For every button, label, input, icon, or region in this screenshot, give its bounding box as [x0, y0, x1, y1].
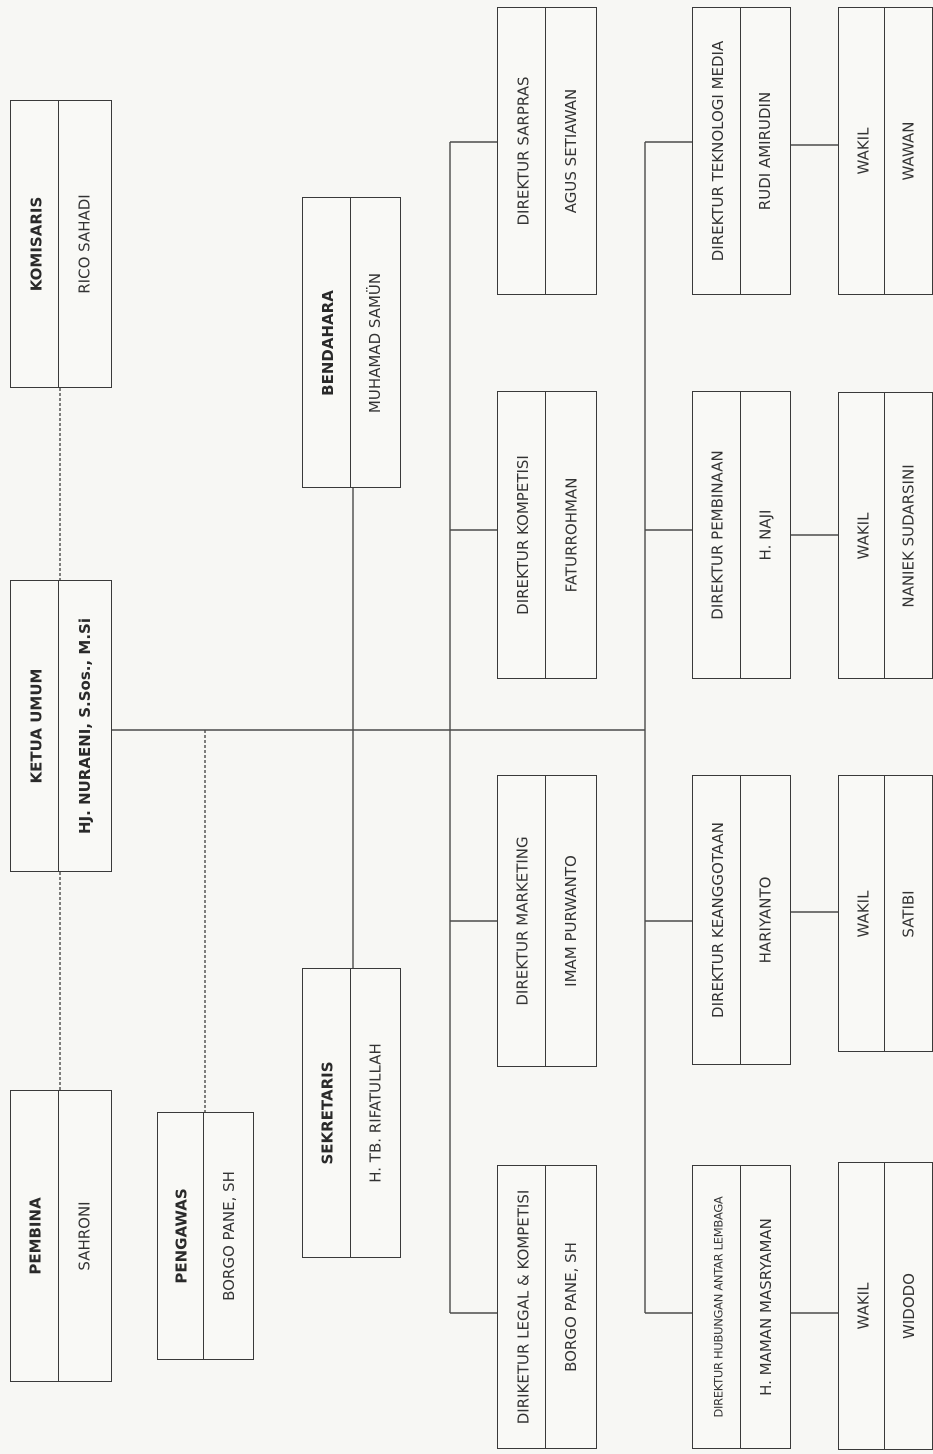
dir-sarpras-box	[497, 7, 597, 295]
dir-pembinaan-box	[692, 391, 791, 679]
wakil-wawan-role: WAKIL	[853, 127, 872, 175]
sekretaris-name: H. TB. RIFATULLAH	[366, 1043, 385, 1183]
pengawas-box	[157, 1112, 254, 1360]
dir-keanggotaan-box	[692, 775, 791, 1065]
pembina-box	[10, 1090, 112, 1382]
dir-sarpras-role: DIREKTUR SARPRAS	[514, 76, 533, 226]
wakil-wawan-name: WAWAN	[899, 121, 918, 181]
wakil-satibi-box	[838, 775, 933, 1052]
dir-tekmedia-name: RUDI AMIRUDIN	[756, 91, 775, 211]
bendahara-box	[302, 197, 401, 488]
wakil-wawan-box	[838, 7, 933, 295]
dir-legal-role: DIRIKETUR LEGAL & KOMPETISI	[514, 1189, 533, 1425]
ketua-umum-role: KETUA UMUM	[27, 668, 45, 784]
wakil-satibi-name: SATIBI	[899, 889, 918, 938]
dir-kompetisi-box	[497, 391, 597, 679]
ketua-umum-name: HJ. NURAENI, S.Sos., M.Si	[76, 618, 95, 834]
dir-marketing-name: IMAM PURWANTO	[562, 855, 581, 987]
dir-marketing-box	[497, 775, 597, 1067]
wakil-naniek-name: NANIEK SUDARSINI	[899, 463, 918, 608]
komisaris-name: RICO SAHADI	[76, 194, 95, 294]
dir-hubungan-role: DIREKTUR HUBUNGAN ANTAR LEMBAGA	[711, 1196, 725, 1418]
pembina-name: SAHRONI	[76, 1201, 94, 1271]
dir-hubungan-name: H. MAMAN MASRYAMAN	[756, 1218, 775, 1396]
dir-legal-name: BORGO PANE, SH	[562, 1242, 580, 1372]
dir-pembinaan-name: H. NAJI	[756, 509, 775, 561]
dir-tekmedia-role: DIREKTUR TEKNOLOGI MEDIA	[709, 40, 728, 262]
dir-sarpras-name: AGUS SETIAWAN	[562, 88, 581, 214]
bendahara-role: BENDAHARA	[319, 289, 337, 396]
dir-tekmedia-box	[692, 7, 791, 295]
dir-keanggotaan-role: DIREKTUR KEANGGOTAAN	[709, 822, 728, 1018]
dir-pembinaan-role: DIREKTUR PEMBINAAN	[709, 450, 728, 620]
wakil-widodo-name: WIDODO	[899, 1273, 918, 1339]
dir-legal-box	[497, 1165, 597, 1449]
wakil-naniek-role: WAKIL	[853, 512, 872, 559]
dir-hubungan-box	[692, 1165, 791, 1449]
sekretaris-box	[302, 968, 401, 1258]
komisaris-box	[10, 100, 112, 388]
ketua-umum-box	[10, 580, 112, 872]
dir-marketing-role: DIREKTUR MARKETING	[514, 836, 532, 1006]
komisaris-role: KOMISARIS	[27, 196, 45, 292]
wakil-naniek-box	[838, 392, 933, 679]
dir-kompetisi-role: DIREKTUR KOMPETISI	[514, 455, 533, 615]
sekretaris-role: SEKRETARIS	[319, 1061, 337, 1165]
bendahara-name: MUHAMAD SAMÜN	[366, 272, 385, 413]
dir-kompetisi-name: FATURROHMAN	[562, 477, 580, 593]
pengawas-role: PENGAWAS	[173, 1188, 192, 1284]
wakil-widodo-role: WAKIL	[853, 1282, 872, 1330]
wakil-satibi-role: WAKIL	[853, 890, 872, 937]
pengawas-name: BORGO PANE, SH	[219, 1171, 238, 1301]
dir-keanggotaan-name: HARIYANTO	[756, 876, 775, 964]
wakil-widodo-box	[838, 1162, 933, 1450]
pembina-role: PEMBINA	[27, 1197, 45, 1275]
